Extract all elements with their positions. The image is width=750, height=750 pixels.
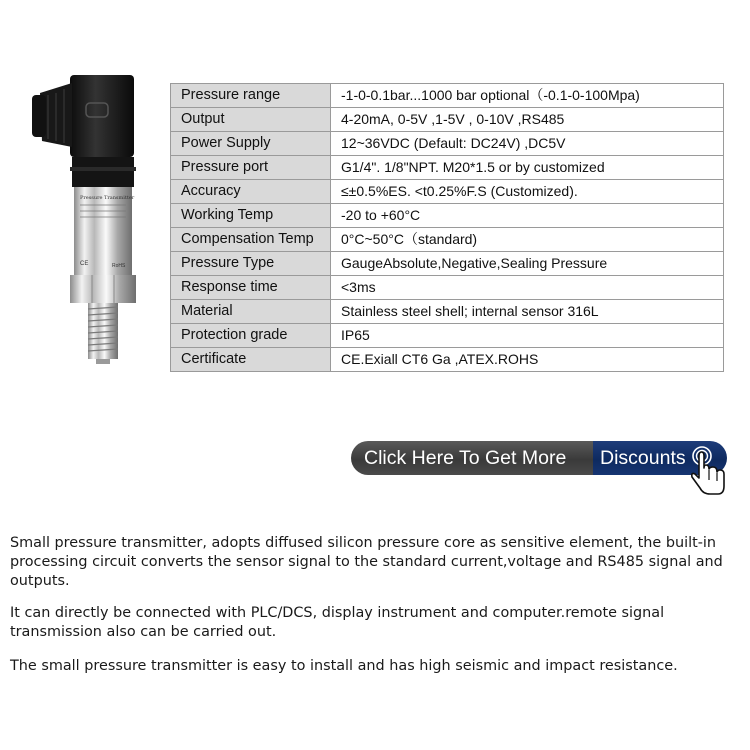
spec-label: Output (171, 108, 331, 132)
ce-mark-text: CE (80, 261, 89, 267)
spec-table (170, 83, 724, 372)
spec-value: G1/4". 1/8"NPT. M20*1.5 or by customized (331, 156, 724, 180)
spec-label: Protection grade (171, 324, 331, 348)
spec-value: IP65 (331, 324, 724, 348)
spec-label: Response time (171, 276, 331, 300)
spec-row (171, 84, 724, 108)
spec-label: Power Supply (171, 132, 331, 156)
spec-label: Pressure port (171, 156, 331, 180)
spec-value: CE.Exiall CT6 Ga ,ATEX.ROHS (331, 348, 724, 372)
description-paragraph-2: It can directly be connected with PLC/DCS, display instrument and computer.remote signal transmission also can be carried out. (10, 605, 665, 640)
spec-row (171, 324, 724, 348)
spec-row (171, 132, 724, 156)
spec-row (171, 180, 724, 204)
rohs-mark-text: RoHS (112, 263, 126, 269)
spec-label: Material (171, 300, 331, 324)
spec-row (171, 228, 724, 252)
spec-value: Stainless steel shell; internal sensor 316L (331, 300, 724, 324)
spec-value: 4-20mA, 0-5V ,1-5V , 0-10V ,RS485 (331, 108, 724, 132)
description-paragraph-3: The small pressure transmitter is easy to install and has high seismic and impact resistance. (10, 658, 678, 674)
spec-value: -20 to +60°C (331, 204, 724, 228)
cta-discounts-text[interactable]: Discounts (600, 447, 686, 469)
spec-row (171, 276, 724, 300)
spec-label: Pressure range (171, 84, 331, 108)
description-paragraph-1: Small pressure transmitter, adopts diffused silicon pressure core as sensitive element, the built-in processing circuit converts the sensor signal to the standard current,voltage and RS485 signal and outputs. (10, 535, 723, 589)
spec-row (171, 300, 724, 324)
cta-left-label[interactable]: Click Here To Get More (351, 441, 593, 475)
spec-value: -1-0-0.1bar...1000 bar optional（-0.1-0-100Mpa) (331, 84, 724, 108)
spec-value: <3ms (331, 276, 724, 300)
spec-label: Pressure Type (171, 252, 331, 276)
product-label-text: Pressure Transmitter (80, 195, 135, 201)
spec-label: Accuracy (171, 180, 331, 204)
spec-value: ≤±0.5%ES. <t0.25%F.S (Customized). (331, 180, 724, 204)
hand-pointer-icon (688, 444, 734, 502)
pressure-transmitter-drawing (30, 75, 160, 365)
spec-row (171, 252, 724, 276)
spec-label: Compensation Temp (171, 228, 331, 252)
spec-row (171, 156, 724, 180)
cta-discounts-label[interactable] (593, 441, 727, 475)
spec-value: 0°C~50°C（standard) (331, 228, 724, 252)
spec-row (171, 204, 724, 228)
discounts-cta-button[interactable] (351, 441, 727, 475)
spec-value: 12~36VDC (Default: DC24V) ,DC5V (331, 132, 724, 156)
spec-label: Certificate (171, 348, 331, 372)
pressure-transmitter-image (30, 75, 160, 365)
spec-row (171, 348, 724, 372)
spec-label: Working Temp (171, 204, 331, 228)
spec-value: GaugeAbsolute,Negative,Sealing Pressure (331, 252, 724, 276)
spec-row (171, 108, 724, 132)
